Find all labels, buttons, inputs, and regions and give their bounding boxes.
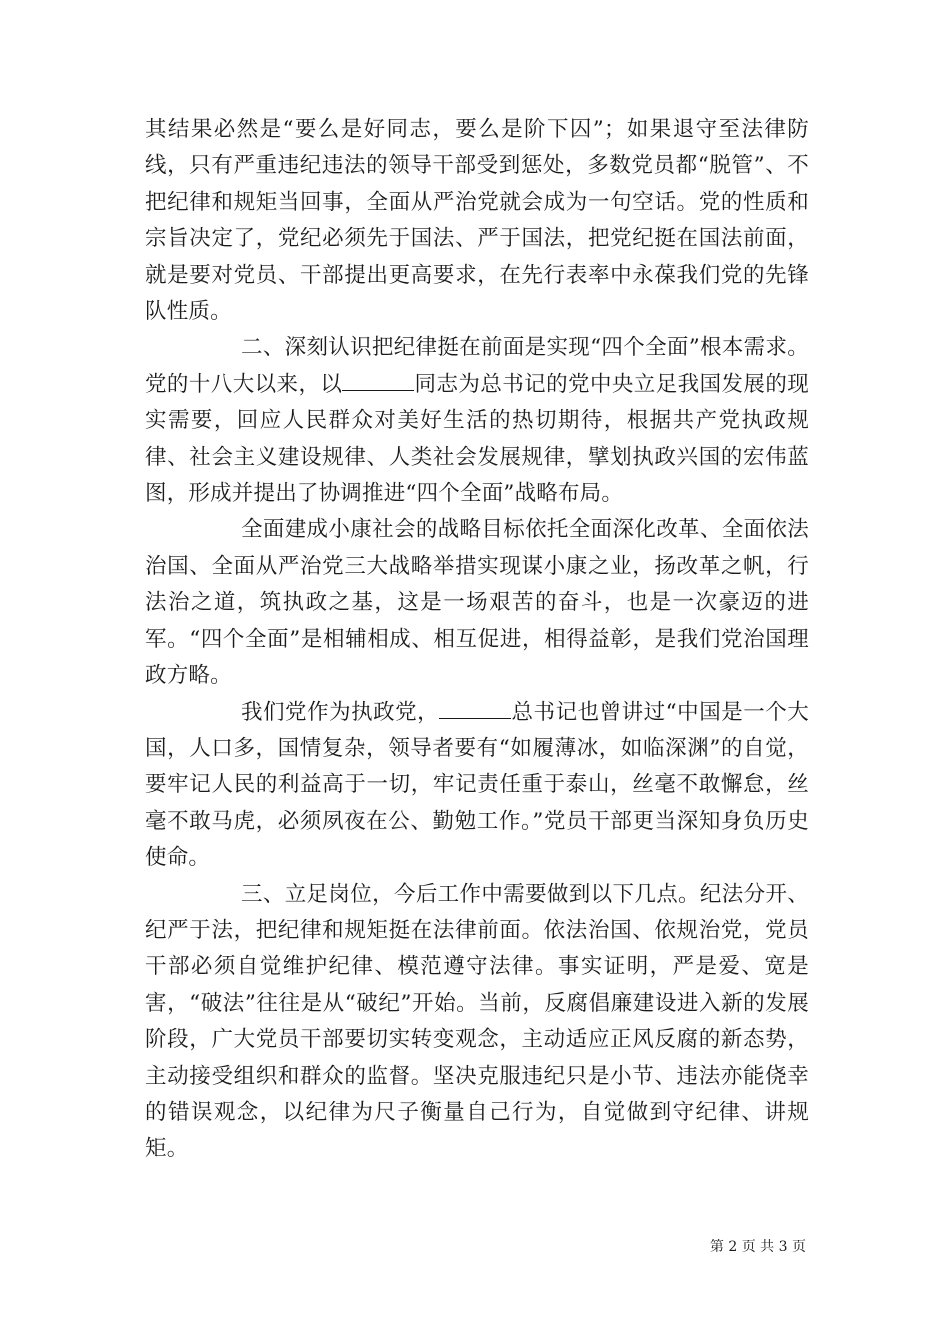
redacted-name-blank [439, 700, 511, 719]
paragraph-5-text: 三、立足岗位，今后工作中需要做到以下几点。纪法分开、纪严于法，把纪律和规矩挺在法律前面。依法治国、依规治党，党员干部必须自觉维护纪律、模范遵守法律。事实证明，严是爱、宽是害，“破法”往往是从“破纪”开始。当前，反腐倡廉建设进入新的发展阶段，广大党员干部要切实转变观念，主动适应正风反腐的新态势，主动接受组织和群众的监督。坚决克服违纪只是小节、违法亦能侥幸的错误观念，以纪律为尺子衡量自己行为，自觉做到守纪律、讲规矩。 [145, 881, 809, 1162]
paragraph-3 [145, 512, 809, 694]
paragraph-4 [145, 695, 809, 877]
paragraph-2-text-b: 同志为总书记的党中央立足我国发展的现实需要，回应人民群众对美好生活的热切期待，根据共产党执政规律、社会主义建设规律、人类社会发展规律，擘划执政兴国的宏伟蓝图，形成并提出了协调推进“四个全面”战略布局。 [145, 371, 809, 507]
paragraph-1 [145, 112, 809, 330]
paragraph-4-text-a: 我们党作为执政党， [241, 699, 440, 725]
paragraph-3-text: 全面建成小康社会的战略目标依托全面深化改革、全面依法治国、全面从严治党三大战略举措实现谋小康之业，扬改革之帆，行法治之道，筑执政之基，这是一场艰苦的奋斗，也是一次豪迈的进军。“四个全面”是相辅相成、相互促进，相得益彰，是我们党治国理政方略。 [145, 517, 809, 689]
paragraph-5 [145, 877, 809, 1168]
paragraph-2 [145, 330, 809, 512]
paragraph-2-text-a: 二、深刻认识把纪律挺在前面是实现“四个全面”根本需求。党的十八大以来，以 [145, 335, 809, 397]
paragraph-4-text-b: 总书记也曾讲过“中国是一个大国，人口多，国情复杂，领导者要有“如履薄冰，如临深渊”的自觉，要牢记人民的利益高于一切，牢记责任重于泰山，丝毫不敢懈怠，丝毫不敢马虎，必须夙夜在公、勤勉工作。”党员干部更当深知身负历史使命。 [145, 699, 809, 871]
document-body [145, 112, 809, 1168]
paragraph-1-text: 其结果必然是“要么是好同志，要么是阶下囚”；如果退守至法律防线，只有严重违纪违法的领导干部受到惩处，多数党员都“脱管”、不把纪律和规矩当回事，全面从严治党就会成为一句空话。党的性质和宗旨决定了，党纪必须先于国法、严于国法，把党纪挺在国法前面，就是要对党员、干部提出更高要求，在先行表率中永葆我们党的先锋队性质。 [145, 117, 809, 325]
redacted-name-blank [342, 372, 414, 391]
page-number-footer: 第 2 页 共 3 页 [709, 1239, 806, 1255]
